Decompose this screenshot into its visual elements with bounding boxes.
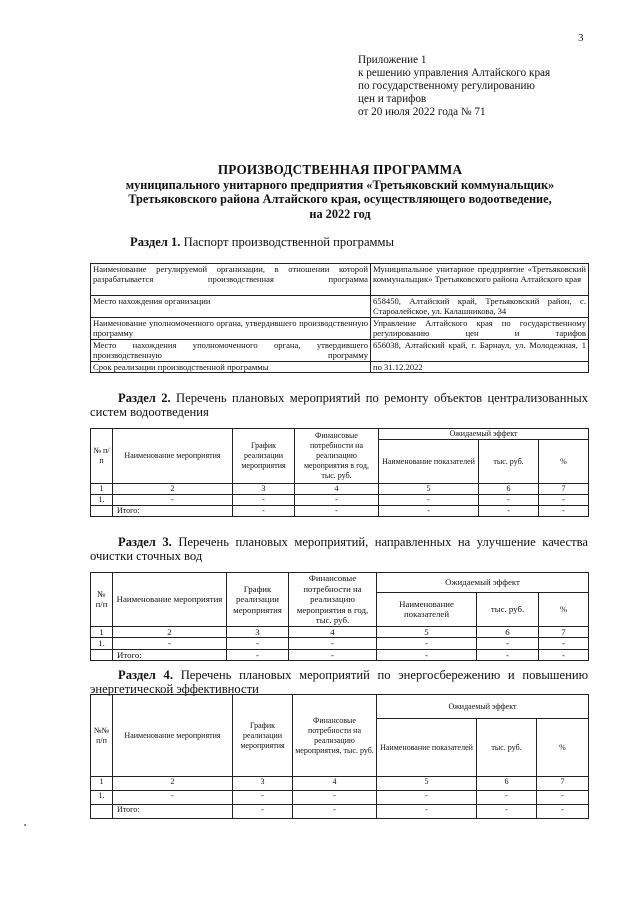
table-cell: - (377, 805, 477, 819)
table-cell: 1 (91, 484, 113, 495)
table-row (91, 340, 589, 362)
table-cell: 656038, Алтайский край, г. Барнаул, ул. Молодежная, 1 (371, 340, 589, 362)
header-finance: Финансовые потребности на реализацию мероприятия, тыс. руб. (293, 695, 377, 777)
table-cell: - (539, 649, 589, 661)
table-cell: Место нахождения организации (91, 296, 371, 318)
table-cell: 3 (233, 484, 295, 495)
table-cell: - (479, 495, 539, 506)
table-cell: 1. (91, 495, 113, 506)
table-cell: 5 (377, 777, 477, 791)
table-row (91, 495, 589, 506)
table-cell: Муниципальное унитарное предприятие «Третьяковский коммунальщик» Третьяковского района Алтайского края (371, 264, 589, 296)
table-cell: - (227, 638, 289, 650)
header-schedule: График реализации мероприятия (227, 573, 289, 627)
table-cell: - (113, 495, 233, 506)
header-schedule: График реализации мероприятия (233, 695, 293, 777)
table-cell: - (377, 638, 477, 650)
header-effect: Ожидаемый эффект (377, 573, 589, 593)
section-text: Паспорт производственной программы (183, 235, 394, 249)
section-label: Раздел 3. (118, 535, 172, 549)
header-schedule: График реализации мероприятия (233, 429, 295, 484)
total-label: Итого: (113, 649, 227, 661)
table-cell: - (537, 791, 589, 805)
header-percent: % (539, 592, 589, 626)
table-cell: - (537, 805, 589, 819)
table-cell (91, 649, 113, 661)
header-name: Наименование мероприятия (113, 429, 233, 484)
table-cell: - (233, 805, 293, 819)
table-total-row (91, 649, 589, 661)
header-finance: Финансовые потребности на реализацию мероприятия в год, тыс. руб. (289, 573, 377, 627)
header-indicators: Наименование показателей (377, 719, 477, 777)
header-effect: Ожидаемый эффект (379, 429, 589, 440)
section1-heading (130, 235, 394, 250)
header-thous: тыс. руб. (477, 719, 537, 777)
table-header-row (91, 429, 589, 440)
table-row (91, 264, 589, 296)
header-thous: тыс. руб. (477, 592, 539, 626)
wastewater-treatment-table (90, 572, 589, 661)
header-name: Наименование мероприятия (113, 573, 227, 627)
table-row (91, 626, 589, 638)
header-percent: % (537, 719, 589, 777)
table-cell: 7 (539, 484, 589, 495)
table-cell: 658450, Алтайский край, Третьяковский район, с. Староалейское, ул. Калашникова, 34 (371, 296, 589, 318)
table-cell: - (377, 791, 477, 805)
section4-heading (90, 668, 588, 696)
table-cell: - (377, 649, 477, 661)
table-cell: Наименование регулируемой организации, в отношении которой разрабатывается производственная программа (91, 264, 371, 296)
table-cell: 4 (293, 777, 377, 791)
table-cell: - (233, 506, 295, 517)
table-cell: 1 (91, 777, 113, 791)
table-cell: - (289, 638, 377, 650)
table-cell: Место нахождения уполномоченного органа, утвердившего производственную программу (91, 340, 371, 362)
table-cell: 3 (233, 777, 293, 791)
table-cell: - (479, 506, 539, 517)
table-total-row (91, 506, 589, 517)
table-cell: - (293, 805, 377, 819)
table-cell: - (379, 506, 479, 517)
title-line: на 2022 год (309, 206, 371, 221)
table-cell: 6 (479, 484, 539, 495)
table-cell: 2 (113, 484, 233, 495)
header-finance: Финансовые потребности на реализацию мероприятия в год, тыс. руб. (295, 429, 379, 484)
table-cell: - (295, 506, 379, 517)
table-header-row (91, 695, 589, 719)
table-cell: Срок реализации производственной программы (91, 362, 371, 373)
appendix-line: к решению управления Алтайского края (358, 67, 551, 79)
section-text: Перечень плановых мероприятий по энергосбережению и повышению энергетической эффективности (90, 668, 588, 696)
appendix-line: Приложение 1 (358, 54, 427, 66)
section-text: Перечень плановых мероприятий, направленных на улучшение качества очистки сточных вод (90, 535, 588, 563)
section-label: Раздел 2. (118, 391, 171, 405)
table-cell: - (477, 649, 539, 661)
section-label: Раздел 1. (130, 235, 181, 249)
table-cell: Управление Алтайского края по государственному регулированию цен и тарифов (371, 318, 589, 340)
appendix-line: от 20 июля 2022 года № 71 (358, 106, 486, 118)
table-cell: по 31.12.2022 (371, 362, 589, 373)
table-cell: - (233, 495, 295, 506)
appendix-note (358, 54, 550, 119)
table-row (91, 638, 589, 650)
table-row (91, 296, 589, 318)
header-indicators: Наименование показателей (379, 440, 479, 484)
energy-saving-table (90, 694, 589, 819)
table-row (91, 318, 589, 340)
appendix-line: цен и тарифов (358, 93, 427, 105)
table-cell: 5 (377, 626, 477, 638)
table-cell: - (477, 791, 537, 805)
table-cell: - (539, 638, 589, 650)
table-row (91, 791, 589, 805)
table-cell: 3 (227, 626, 289, 638)
section3-heading (90, 535, 588, 563)
section-label: Раздел 4. (118, 668, 173, 682)
table-row (91, 484, 589, 495)
table-cell: - (477, 805, 537, 819)
table-cell: - (113, 638, 227, 650)
header-num: № п/п (91, 429, 113, 484)
table-cell: 4 (289, 626, 377, 638)
table-cell: - (539, 506, 589, 517)
header-effect: Ожидаемый эффект (377, 695, 589, 719)
passport-table (90, 263, 589, 373)
table-cell: 1. (91, 791, 113, 805)
table-total-row (91, 805, 589, 819)
table-row (91, 777, 589, 791)
table-cell: 6 (477, 626, 539, 638)
table-cell: 1 (91, 626, 113, 638)
section-text: Перечень плановых мероприятий по ремонту объектов централизованных систем водоотведения (90, 391, 588, 419)
total-label: Итого: (113, 805, 233, 819)
table-cell: - (233, 791, 293, 805)
scan-speck (24, 824, 26, 826)
table-cell: - (539, 495, 589, 506)
header-name: Наименование мероприятия (113, 695, 233, 777)
table-cell: 7 (539, 626, 589, 638)
title-line: Третьяковского района Алтайского края, осуществляющего водоотведение, (128, 192, 552, 207)
table-cell: Наименование уполномоченного органа, утвердившего производственную программу (91, 318, 371, 340)
table-cell: - (289, 649, 377, 661)
total-label: Итого: (113, 506, 233, 517)
table-cell: - (295, 495, 379, 506)
section2-heading (90, 391, 588, 419)
table-cell: 2 (113, 626, 227, 638)
header-indicators: Наименование показателей (377, 592, 477, 626)
table-cell: - (227, 649, 289, 661)
table-cell: 7 (537, 777, 589, 791)
table-row (91, 362, 589, 373)
table-cell: 6 (477, 777, 537, 791)
header-num: № п/п (91, 573, 113, 627)
table-cell: - (379, 495, 479, 506)
table-cell (91, 506, 113, 517)
title-line: муниципального унитарного предприятия «Третьяковский коммунальщик» (125, 177, 555, 192)
table-cell: - (113, 791, 233, 805)
appendix-line: по государственному регулированию (358, 80, 535, 92)
table-header-row (91, 573, 589, 593)
document-title (60, 163, 620, 221)
title-line: ПРОИЗВОДСТВЕННАЯ ПРОГРАММА (217, 162, 463, 177)
table-cell: 5 (379, 484, 479, 495)
header-percent: % (539, 440, 589, 484)
header-thous: тыс. руб. (479, 440, 539, 484)
table-cell: 1. (91, 638, 113, 650)
table-cell: 4 (295, 484, 379, 495)
repair-measures-table (90, 428, 589, 517)
table-cell: - (293, 791, 377, 805)
table-cell (91, 805, 113, 819)
table-cell: 2 (113, 777, 233, 791)
table-cell: - (477, 638, 539, 650)
page-number: 3 (578, 32, 584, 44)
header-num: №№ п/п (91, 695, 113, 777)
